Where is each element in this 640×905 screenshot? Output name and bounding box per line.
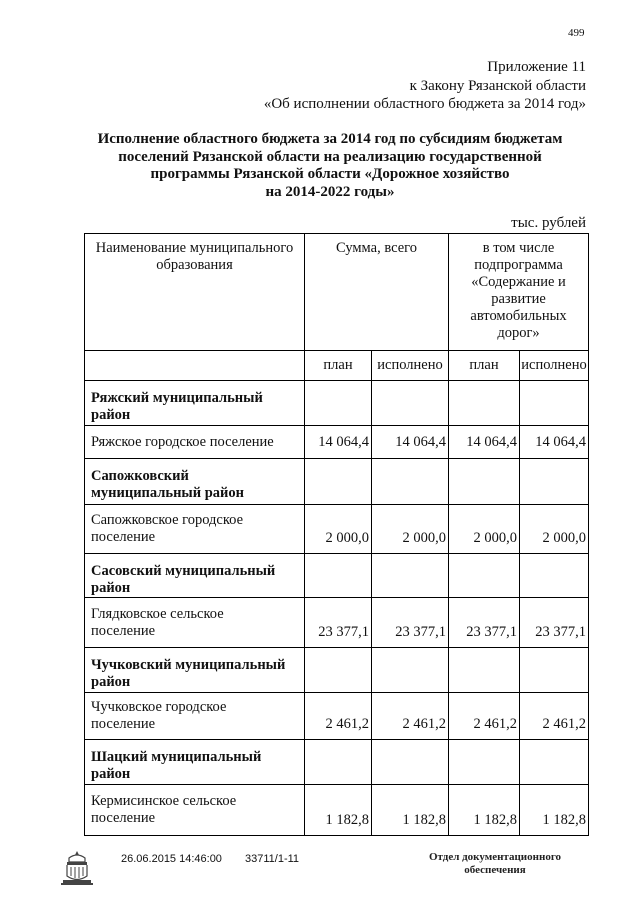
empty-cell: [305, 648, 372, 693]
settlement-name: [85, 426, 305, 459]
settlement-row: [85, 693, 589, 740]
title-line-2: поселений Рязанской области на реализацию государственной: [118, 148, 542, 165]
appendix-line-1: Приложение 11: [487, 59, 586, 75]
sub-plan-value: 23 377,1: [449, 598, 520, 648]
header-name-line-1: Наименование муниципального: [95, 240, 294, 256]
footer-date: 26.06.2015 14:46:00: [121, 853, 222, 865]
settlement-name-line-2: поселение: [91, 716, 156, 732]
done-value: 2 461,2: [372, 693, 449, 740]
empty-cell: [305, 554, 372, 598]
district-name-line-1: Шацкий муниципальный: [91, 749, 262, 765]
header-incl-line-4: развитие: [491, 291, 546, 307]
subheader-empty: [85, 351, 305, 381]
title-line-4: на 2014-2022 годы»: [265, 183, 395, 200]
header-incl-line-1: в том числе: [482, 240, 555, 256]
units-label: тыс. рублей: [511, 215, 586, 231]
table-subheader-row: [85, 351, 589, 381]
empty-cell: [372, 554, 449, 598]
done-value: 23 377,1: [372, 598, 449, 648]
district-row: [85, 740, 589, 785]
settlement-name: [85, 693, 305, 740]
settlement-name-line-1: Ряжское городское поселение: [91, 433, 274, 450]
empty-cell: [449, 740, 520, 785]
district-row: [85, 648, 589, 693]
subheader-plan-sub: план: [449, 351, 520, 381]
settlement-name-line-1: Сапожковское городское: [91, 512, 244, 528]
district-name-line-1: Сасовский муниципальный: [91, 563, 276, 579]
subheader-plan-total: план: [305, 351, 372, 381]
subheader-done-total: исполнено: [372, 351, 449, 381]
settlement-name-line-2: поселение: [91, 529, 156, 545]
plan-value: 1 182,8: [305, 785, 372, 836]
district-name: [85, 554, 305, 598]
district-name-line-2: район: [91, 580, 131, 596]
settlement-name-line-1: Глядковское сельское: [91, 605, 224, 622]
settlement-name-line-1: Кермисинское сельское: [91, 793, 237, 809]
department-line-1: Отдел документационного: [428, 851, 562, 863]
sub-plan-value: 1 182,8: [449, 785, 520, 836]
sub-done-value: 2 461,2: [520, 693, 589, 740]
done-value: 1 182,8: [372, 785, 449, 836]
sub-plan-value: 2 461,2: [449, 693, 520, 740]
header-sum-total: Сумма, всего: [305, 234, 449, 351]
empty-cell: [305, 459, 372, 505]
settlement-name-line-2: поселение: [91, 810, 156, 826]
district-name-line-2: муниципальный район: [91, 485, 245, 501]
empty-cell: [372, 459, 449, 505]
empty-cell: [520, 381, 589, 426]
page-number: 499: [568, 27, 585, 39]
header-incl-line-2: подпрограмма: [474, 257, 563, 273]
plan-value: 2 461,2: [305, 693, 372, 740]
empty-cell: [520, 459, 589, 505]
plan-value: 14 064,4: [305, 426, 372, 459]
district-name-line-2: район: [91, 766, 131, 782]
header-name-line-2: образования: [156, 257, 233, 273]
coat-of-arms-icon: [57, 848, 97, 888]
sub-done-value: 2 000,0: [520, 505, 589, 554]
settlement-name-line-1: Чучковское городское: [91, 699, 227, 715]
title-line-3: программы Рязанской области «Дорожное хозяйство: [150, 166, 510, 182]
department-line-2: обеспечения: [464, 864, 526, 876]
empty-cell: [372, 648, 449, 693]
district-name: [85, 648, 305, 693]
district-name-line-1: Ряжский муниципальный: [91, 390, 263, 406]
district-name: [85, 381, 305, 426]
title-line-1: Исполнение областного бюджета за 2014 год по субсидиям бюджетам: [97, 131, 563, 147]
empty-cell: [305, 740, 372, 785]
district-name-line-1: Чучковский муниципальный: [91, 657, 286, 673]
done-value: 2 000,0: [372, 505, 449, 554]
district-name-line-2: район: [91, 674, 131, 690]
sub-plan-value: 14 064,4: [449, 426, 520, 459]
empty-cell: [449, 459, 520, 505]
district-row: [85, 554, 589, 598]
empty-cell: [520, 554, 589, 598]
footer-department-stamp: [395, 851, 595, 877]
subheader-done-sub: исполнено: [520, 351, 589, 381]
header-incl-line-6: дорог»: [497, 325, 540, 341]
settlement-row: [85, 598, 589, 648]
done-value: 14 064,4: [372, 426, 449, 459]
empty-cell: [520, 740, 589, 785]
header-incl-line-3: «Содержание и: [471, 274, 566, 290]
settlement-name-line-2: поселение: [91, 622, 156, 639]
budget-table: [84, 233, 589, 836]
settlement-row: [85, 426, 589, 459]
sub-plan-value: 2 000,0: [449, 505, 520, 554]
header-incl-line-5: автомобильных: [470, 308, 567, 324]
sub-done-value: 14 064,4: [520, 426, 589, 459]
district-name-line-2: район: [91, 407, 131, 423]
plan-value: 2 000,0: [305, 505, 372, 554]
district-name: [85, 459, 305, 505]
settlement-row: [85, 785, 589, 836]
sub-done-value: 23 377,1: [520, 598, 589, 648]
settlement-name: [85, 785, 305, 836]
document-title: [80, 131, 580, 201]
district-row: [85, 381, 589, 426]
footer-document-number: 33711/1-11: [245, 853, 300, 865]
district-row: [85, 459, 589, 505]
district-name-line-1: Сапожковский: [91, 468, 189, 484]
district-name: [85, 740, 305, 785]
header-subprogram: [449, 234, 589, 351]
empty-cell: [372, 381, 449, 426]
empty-cell: [449, 554, 520, 598]
header-municipality: [85, 234, 305, 351]
settlement-name: [85, 505, 305, 554]
plan-value: 23 377,1: [305, 598, 372, 648]
settlement-name: [85, 598, 305, 648]
empty-cell: [520, 648, 589, 693]
empty-cell: [449, 648, 520, 693]
sub-done-value: 1 182,8: [520, 785, 589, 836]
appendix-line-3: «Об исполнении областного бюджета за 2014 год»: [263, 96, 586, 112]
empty-cell: [449, 381, 520, 426]
empty-cell: [305, 381, 372, 426]
settlement-row: [85, 505, 589, 554]
table-header-row: [85, 234, 589, 351]
empty-cell: [372, 740, 449, 785]
appendix-line-2: к Закону Рязанской области: [409, 78, 586, 94]
